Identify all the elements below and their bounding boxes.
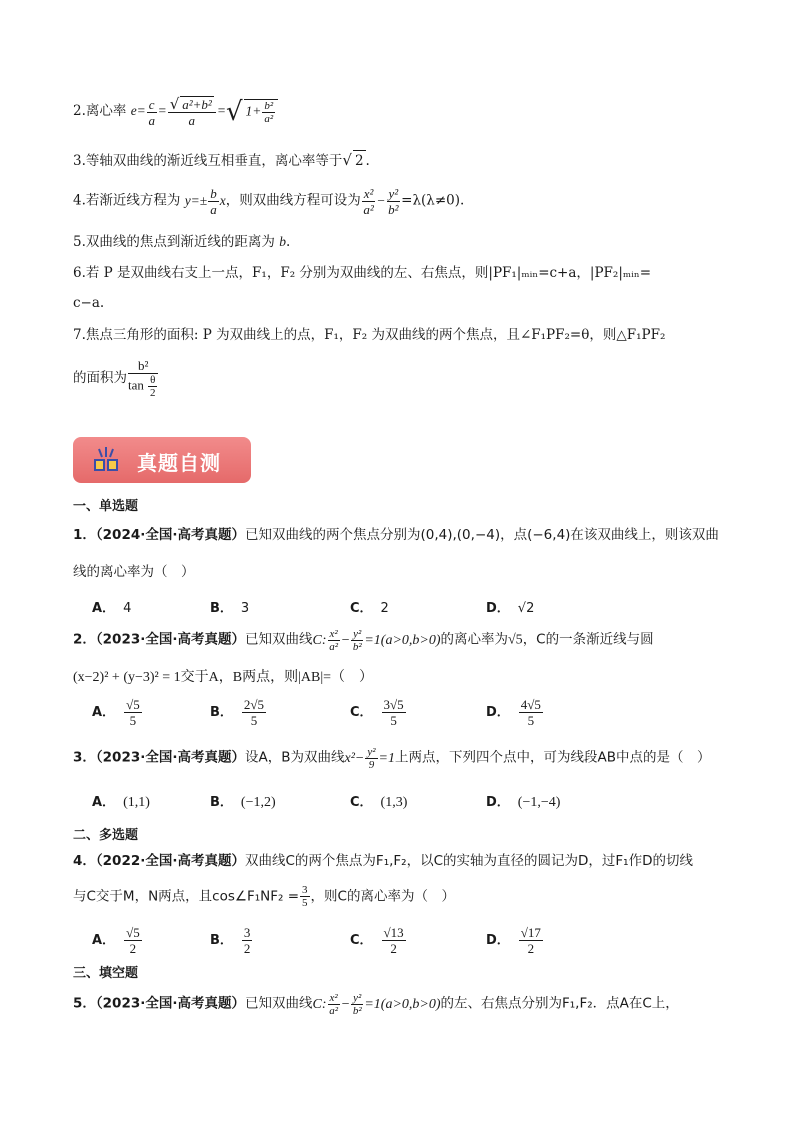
section-multi-choice: 二、多选题 — [73, 828, 139, 843]
property-5: 5.双曲线的焦点到渐近线的距离为 b. — [73, 234, 291, 250]
property-4-prefix: 4.若渐近线方程为 — [73, 192, 181, 209]
option-b[interactable]: B． $\frac{2√5}{5}$ — [210, 697, 265, 728]
property-4: 4.若渐近线方程为 y=± $\frac{b}{a}$ x，则双曲线方程可设为 $\frac{\text{x²}}{\text{a²}}$ − $\frac{\text{y²}}{\text{b²}}$ =λ(λ≠0). — [73, 186, 465, 217]
option-b[interactable]: B． (−1,2) — [210, 795, 276, 810]
property-4-mid: ，则双曲线方程可设为 — [225, 192, 361, 209]
property-6-line2: c−a. — [73, 295, 105, 311]
option-c[interactable]: C． $\frac{√13}{2}$ — [350, 925, 404, 956]
option-a[interactable]: A． $\frac{√5}{5}$ — [92, 697, 140, 728]
question-2-line1: 2．（2023·全国·高考真题）已知双曲线C: $\frac{\text{x²}}{\text{a²}}$ − $\frac{\text{y²}}{\text{b²}}$ =1(a>0,b>0)的离心率为√5，C的一条渐近线与圆 — [73, 628, 654, 653]
question-1-line1 — [73, 524, 719, 546]
property-2-label: 2.离心率 — [73, 103, 127, 120]
question-4-line2: 与C交于M，N两点，且cos∠F₁NF₂ = $\frac{3}{5}$ ，则C的离心率为（ ） — [73, 884, 455, 909]
property-6-line1: 6.若 P 是双曲线右支上一点，F₁，F₂ 分别为双曲线的左、右焦点，则|PF₁|ₘᵢₙ=c+a，|PF₂|ₘᵢₙ= — [73, 265, 652, 281]
option-c[interactable]: C． 2 — [350, 601, 389, 616]
property-5-var: b — [279, 234, 286, 249]
question-3-line1: 3．（2023·全国·高考真题）设A，B为双曲线x²− $\frac{\text{y²}}{9}$ =1上两点，下列四个点中，可为线段AB中点的是（ ） — [73, 746, 711, 771]
option-d[interactable]: D． $\frac{4√5}{5}$ — [486, 697, 541, 728]
property-4-tail: =λ(λ≠0). — [401, 192, 465, 209]
option-c[interactable]: C． (1,3) — [350, 795, 408, 810]
eccentricity-formula: e= $\frac{c}{a}$ = $\frac{\text{√ a²+b²}}{a}$ =√ 1+ $\frac{\text{b²}}{\text{a²}}$ — [131, 103, 279, 118]
question-number: 1． — [73, 527, 96, 543]
option-d[interactable]: D． $\frac{√17}{2}$ — [486, 925, 541, 956]
question-text: 已知双曲线的两个焦点分别为(0,4),(0,−4)，点(−6,4)在该双曲线上，则该双曲 — [245, 527, 719, 543]
question-2-line2: (x−2)² + (y−3)² = 1交于A，B两点，则|AB|=（ ） — [73, 670, 374, 685]
sqrt-two: 2 — [353, 150, 366, 171]
area-formula: b² tan $\frac{\theta}{2}$ — [128, 358, 158, 399]
option-b[interactable]: B． 3 — [210, 601, 250, 616]
property-2 — [73, 96, 278, 128]
question-1-line2: 线的离心率为（ ） — [73, 564, 195, 580]
property-5-text: 5.双曲线的焦点到渐近线的距离为 — [73, 234, 275, 250]
question-5-line1: 5．（2023·全国·高考真题）已知双曲线C: $\frac{\text{x²}}{\text{a²}}$ − $\frac{\text{y²}}{\text{b²}}$ =1(a>0,b>0)的左、右焦点分别为F₁,F₂．点A在C上， — [73, 992, 679, 1017]
option-d[interactable]: D． √2 — [486, 601, 535, 616]
book-icon — [91, 445, 121, 475]
property-7-prefix: 的面积为 — [73, 370, 127, 386]
section-fill-blank: 三、填空题 — [73, 966, 139, 981]
property-7-line2 — [73, 358, 159, 399]
question-4-line1: 4．（2022·全国·高考真题）双曲线C的两个焦点为F₁,F₂，以C的实轴为直径的圆记为D，过F₁作D的切线 — [73, 853, 693, 869]
section-banner — [73, 437, 251, 483]
option-a[interactable]: A． $\frac{√5}{2}$ — [92, 925, 140, 956]
option-a[interactable]: A． 4 — [92, 601, 132, 616]
question-source: （2024·全国·高考真题） — [95, 527, 245, 543]
option-c[interactable]: C． $\frac{3√5}{5}$ — [350, 697, 404, 728]
section-single-choice: 一、单选题 — [73, 499, 139, 514]
option-b[interactable]: B． $\frac{3}{2}$ — [210, 925, 251, 956]
option-a[interactable]: A． (1,1) — [92, 795, 150, 810]
property-7-line1: 7.焦点三角形的面积: P 为双曲线上的点，F₁，F₂ 为双曲线的两个焦点，且∠F₁PF₂=θ，则△F₁PF₂ — [73, 327, 666, 343]
option-d[interactable]: D． (−1,−4) — [486, 795, 561, 810]
banner-title: 真题自测 — [137, 451, 221, 475]
property-3-text: 3.等轴双曲线的渐近线互相垂直，离心率等于 — [73, 153, 343, 169]
property-3: 3.等轴双曲线的渐近线互相垂直，离心率等于√ 2 . — [73, 151, 370, 169]
